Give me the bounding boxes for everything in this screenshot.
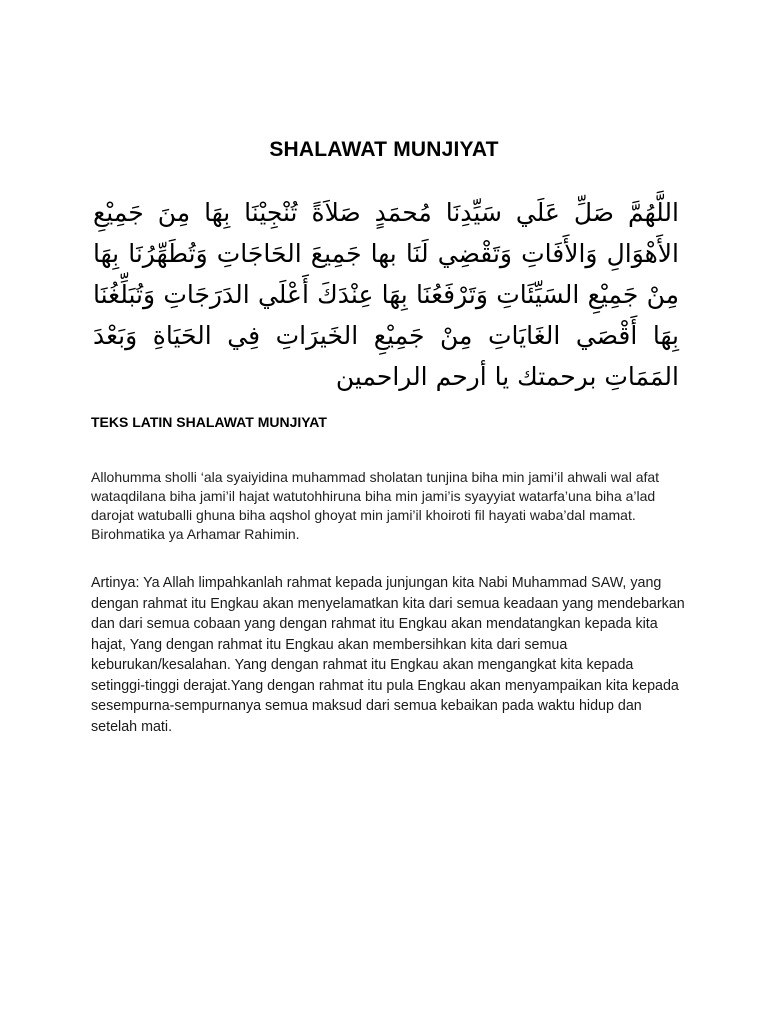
- translation-paragraph: Artinya: Ya Allah limpahkanlah rahmat kepada junjungan kita Nabi Muhammad SAW, yang dengan rahmat itu Engkau akan menyelamatkan kita dari semua keadaan yang mendebarkan dan dari semua cobaan yang dengan rahmat itu Engkau akan mendatangkan kepada kita hajat, Yang dengan rahmat itu Engkau akan membersihkan kita dari semua keburukan/kesalahan. Yang dengan rahmat itu Engkau akan mengangkat kita kepada setinggi-tinggi derajat.Yang dengan rahmat itu pula Engkau akan menyampaikan kita kepada sesempurna-sempurnanya semua maksud dari semua kebaikan pada waktu hidup dan setelah mati.: [91, 575, 685, 735]
- arabic-prayer-text: اللَّهُمَّ صَلِّ عَلَي سَيِّدِنَا مُحمَدٍ صَلاَةً تُنْجِيْنَا بِهَا مِنَ جَمِيْعِ الأَهْوَالِ وَالأَفَاتِ وَتَقْضِي لَنَا بها جَمِيعَ الحَاجَاتِ وَتُطَهِّرُنَا بِهَا مِنْ جَمِيْعِ السَيِّئَاتِ وَتَرْفَعُنَا بِهَا عِنْدَكَ أَعْلَي الدَرَجَاتِ وَتُبَلِّغُنَا بِهَا أَقْصَي الغَايَاتِ مِنْ جَمِيْعِ الخَيرَاتِ فِي الحَيَاةِ وَبَعْدَ المَمَاتِ برحمتك يا أرحم الراحمين: [93, 198, 679, 391]
- latin-section-heading: TEKS LATIN SHALAWAT MUNJIYAT: [91, 414, 327, 430]
- latin-transliteration-paragraph: Allohumma sholli ‘ala syaiyidina muhammad sholatan tunjina biha min jami’il ahwali wal afat wataqdilana biha jami’il hajat watutohhiruna biha min jami’is syayyiat watarfa’una biha a’lad darojat watuballi ghuna biha aqshol ghoyat min jami’il khoiroti fil hayati waba’dal mamat. Birohmatika ya Arhamar Rahimin.: [91, 469, 660, 542]
- document-title: SHALAWAT MUNJIYAT: [269, 138, 499, 161]
